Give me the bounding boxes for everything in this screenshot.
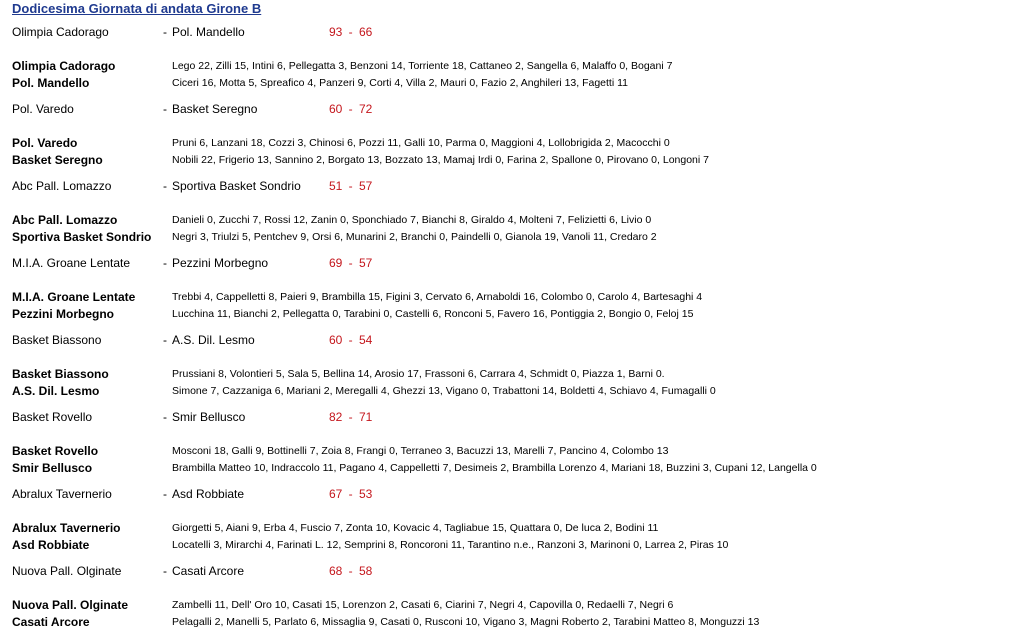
team-label: A.S. Dil. Lesmo — [12, 384, 100, 398]
home-team-name: Abralux Tavernerio — [12, 487, 112, 501]
team-scorers-row — [0, 615, 1014, 631]
player-scores: Nobili 22, Frigerio 13, Sannino 2, Borgato 13, Bozzato 13, Mamaj Irdi 0, Farina 2, Spallone 0, Pirovano 0, Longoni 7 — [172, 154, 709, 166]
player-scores: Zambelli 11, Dell' Oro 10, Casati 15, Lorenzon 2, Casati 6, Ciarini 7, Negri 4, Capovilla 0, Redaelli 7, Negri 6 — [172, 599, 674, 611]
home-team-name: Pol. Varedo — [12, 102, 74, 116]
match-separator: - — [163, 487, 167, 501]
away-team-name: Pezzini Morbegno — [172, 256, 269, 270]
match-score: 82 - 71 — [329, 410, 373, 424]
match-result-row — [0, 564, 1014, 580]
away-team-name: A.S. Dil. Lesmo — [172, 333, 255, 347]
match-separator: - — [163, 333, 167, 347]
match-separator: - — [163, 410, 167, 424]
away-team-name: Casati Arcore — [172, 564, 245, 578]
away-team-name: Pol. Mandello — [172, 25, 245, 39]
team-label: Smir Bellusco — [12, 461, 93, 475]
team-label: Nuova Pall. Olginate — [12, 598, 129, 612]
team-label: Asd Robbiate — [12, 538, 90, 552]
player-scores: Trebbi 4, Cappelletti 8, Paieri 9, Brambilla 15, Figini 3, Cervato 6, Arnaboldi 16, Colombo 0, Carolo 4, Bartesaghi 4 — [172, 291, 703, 303]
match-result-row — [0, 25, 1014, 41]
team-scorers-row — [0, 76, 1014, 92]
match-score: 67 - 53 — [329, 487, 373, 501]
team-scorers-row — [0, 230, 1014, 246]
team-scorers-row — [0, 444, 1014, 460]
match-separator: - — [163, 256, 167, 270]
player-scores: Simone 7, Cazzaniga 6, Mariani 2, Meregalli 4, Ghezzi 13, Vigano 0, Trabattoni 14, Boldetti 4, Schiavo 4, Fumagalli 0 — [172, 385, 716, 397]
away-team-name: Smir Bellusco — [172, 410, 246, 424]
match-result-row — [0, 102, 1014, 118]
team-scorers-row — [0, 384, 1014, 400]
home-team-name: Abc Pall. Lomazzo — [12, 179, 112, 193]
player-scores: Mosconi 18, Galli 9, Bottinelli 7, Zoia 8, Frangi 0, Terraneo 3, Bacuzzi 13, Marelli 7, Pancino 4, Colombo 13 — [172, 445, 669, 457]
player-scores: Giorgetti 5, Aiani 9, Erba 4, Fuscio 7, Zonta 10, Kovacic 4, Tagliabue 15, Quattara 0, De luca 2, Bodini 11 — [172, 522, 659, 534]
match-result-row — [0, 410, 1014, 426]
team-label: Basket Seregno — [12, 153, 103, 167]
match-result-row — [0, 333, 1014, 349]
team-label: Basket Biassono — [12, 367, 109, 381]
away-team-name: Sportiva Basket Sondrio — [172, 179, 301, 193]
player-scores: Ciceri 16, Motta 5, Spreafico 4, Panzeri 9, Corti 4, Villa 2, Mauri 0, Fazio 2, Anghileri 13, Fagetti 11 — [172, 77, 629, 89]
page-title[interactable]: Dodicesima Giornata di andata Girone B — [12, 1, 262, 16]
away-team-name: Asd Robbiate — [172, 487, 245, 501]
home-team-name: Nuova Pall. Olginate — [12, 564, 122, 578]
match-score: 60 - 72 — [329, 102, 373, 116]
team-label: Pezzini Morbegno — [12, 307, 114, 321]
team-scorers-row — [0, 521, 1014, 537]
team-label: Pol. Varedo — [12, 136, 78, 150]
team-scorers-row — [0, 213, 1014, 229]
team-label: Abc Pall. Lomazzo — [12, 213, 118, 227]
away-team-name: Basket Seregno — [172, 102, 258, 116]
team-label: M.I.A. Groane Lentate — [12, 290, 136, 304]
team-scorers-row — [0, 598, 1014, 614]
home-team-name: M.I.A. Groane Lentate — [12, 256, 131, 270]
team-label: Basket Rovello — [12, 444, 99, 458]
player-scores: Locatelli 3, Mirarchi 4, Farinati L. 12, Semprini 8, Roncoroni 11, Tarantino n.e., Ranzoni 3, Marinoni 0, Larrea 2, Piras 10 — [172, 539, 729, 551]
team-scorers-row — [0, 290, 1014, 306]
match-separator: - — [163, 25, 167, 39]
team-scorers-row — [0, 59, 1014, 75]
home-team-name: Basket Biassono — [12, 333, 102, 347]
team-label: Olimpia Cadorago — [12, 59, 116, 73]
team-label: Sportiva Basket Sondrio — [12, 230, 152, 244]
match-score: 69 - 57 — [329, 256, 373, 270]
player-scores: Pelagalli 2, Manelli 5, Parlato 6, Missaglia 9, Casati 0, Rusconi 10, Vigano 3, Magni Roberto 2, Tarabini Matteo 8, Monguzzi 13 — [172, 616, 760, 628]
match-result-row — [0, 256, 1014, 272]
player-scores: Pruni 6, Lanzani 18, Cozzi 3, Chinosi 6, Pozzi 11, Galli 10, Parma 0, Maggioni 4, Lollobrigida 2, Macocchi 0 — [172, 137, 670, 149]
team-label: Casati Arcore — [12, 615, 90, 629]
match-score: 60 - 54 — [329, 333, 373, 347]
match-score: 68 - 58 — [329, 564, 373, 578]
match-result-row — [0, 487, 1014, 503]
match-score: 51 - 57 — [329, 179, 373, 193]
match-result-row — [0, 179, 1014, 195]
team-label: Abralux Tavernerio — [12, 521, 121, 535]
team-scorers-row — [0, 461, 1014, 477]
player-scores: Lego 22, Zilli 15, Intini 6, Pellegatta 3, Benzoni 14, Torriente 18, Cattaneo 2, Sangella 6, Malaffo 0, Bogani 7 — [172, 60, 673, 72]
team-scorers-row — [0, 307, 1014, 323]
home-team-name: Basket Rovello — [12, 410, 93, 424]
player-scores: Prussiani 8, Volontieri 5, Sala 5, Bellina 14, Arosio 17, Frassoni 6, Carrara 4, Schmidt 0, Piazza 1, Barni 0. — [172, 368, 665, 380]
home-team-name: Olimpia Cadorago — [12, 25, 109, 39]
team-scorers-row — [0, 367, 1014, 383]
team-scorers-row — [0, 153, 1014, 169]
match-separator: - — [163, 179, 167, 193]
match-separator: - — [163, 102, 167, 116]
match-separator: - — [163, 564, 167, 578]
player-scores: Brambilla Matteo 10, Indraccolo 11, Pagano 4, Cappelletti 7, Desimeis 2, Brambilla Lorenzo 4, Mariani 18, Buzzini 3, Cupani 12, Langella 0 — [172, 462, 817, 474]
player-scores: Lucchina 11, Bianchi 2, Pellegatta 0, Tarabini 0, Castelli 6, Ronconi 5, Favero 16, Pontiggia 2, Bongio 0, Feloj 15 — [172, 308, 694, 320]
player-scores: Danieli 0, Zucchi 7, Rossi 12, Zanin 0, Sponchiado 7, Bianchi 8, Giraldo 4, Molteni 7, Felizietti 6, Livio 0 — [172, 214, 652, 226]
match-score: 93 - 66 — [329, 25, 373, 39]
player-scores: Negri 3, Triulzi 5, Pentchev 9, Orsi 6, Munarini 2, Branchi 0, Paindelli 0, Gianola 19, Vanoli 11, Credaro 2 — [172, 231, 657, 243]
team-scorers-row — [0, 136, 1014, 152]
team-label: Pol. Mandello — [12, 76, 90, 90]
team-scorers-row — [0, 538, 1014, 554]
